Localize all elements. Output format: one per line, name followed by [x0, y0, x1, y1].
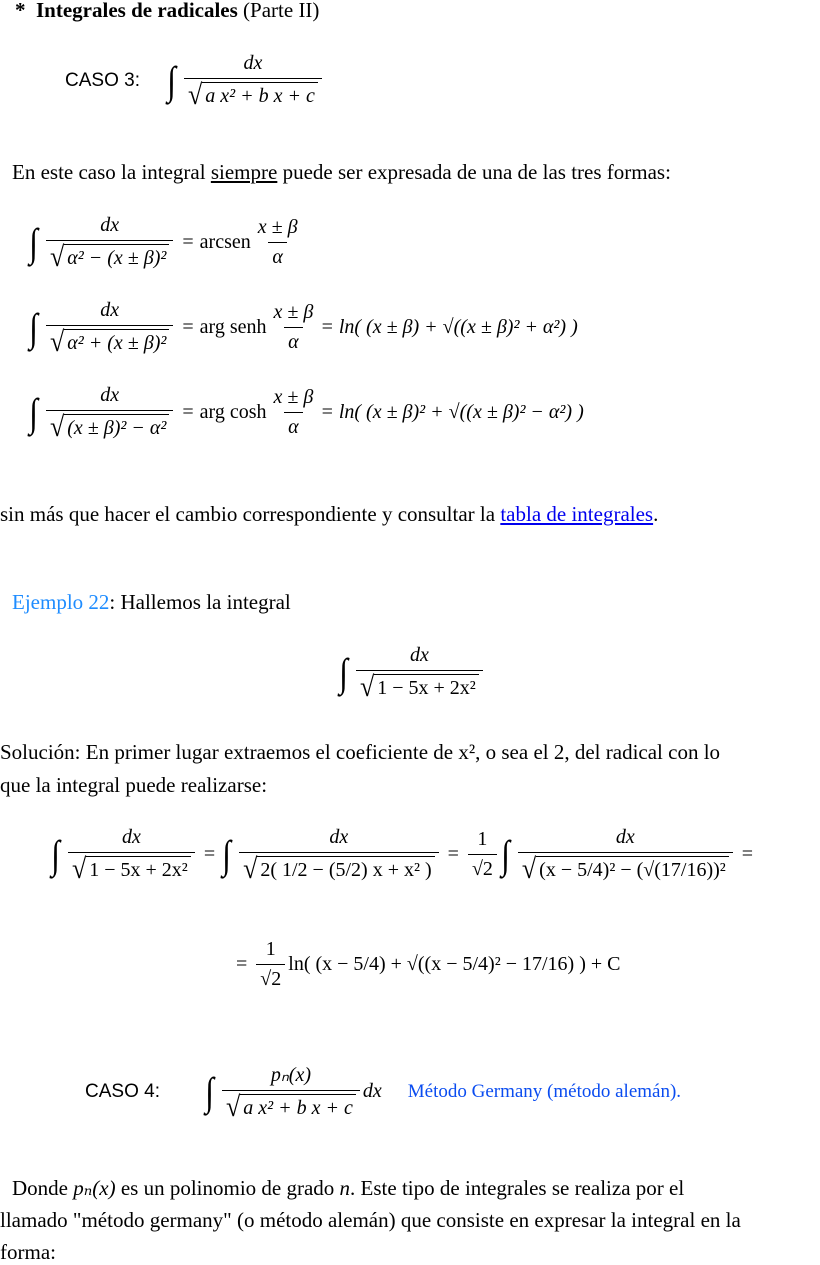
integral-icon: ∫: [29, 389, 38, 435]
numerator: dx: [329, 826, 349, 848]
denominator: √2: [256, 964, 285, 991]
numerator: x ± β: [273, 386, 314, 408]
denominator: α: [284, 327, 303, 354]
radicand: a x² + b x + c: [240, 1094, 356, 1120]
example-text: : Hallemos la integral: [109, 590, 291, 614]
example-heading: [12, 590, 291, 615]
intro-paragraph: [12, 160, 671, 185]
integral-icon: ∫: [29, 219, 38, 265]
integral-icon: ∫: [501, 831, 510, 877]
after-paragraph: [0, 502, 658, 527]
caso3-formula: CASO 3: ∫ dx √ a x² + b x + c: [65, 52, 325, 109]
function-name: arg cosh: [199, 401, 267, 423]
integral-icon: ∫: [222, 831, 231, 877]
numerator: dx: [121, 826, 141, 848]
numerator: dx: [615, 826, 635, 848]
radicand: 1 − 5x + 2x²: [374, 674, 479, 700]
intro-underlined: siempre: [210, 160, 278, 184]
denominator: α: [268, 242, 287, 269]
derivation-line-2: [230, 938, 620, 991]
polynomial: pₙ(x): [73, 1176, 116, 1200]
right-hand-side: = ln( (x ± β) + √((x ± β)² + α²) ): [320, 316, 578, 338]
numerator: dx: [243, 52, 263, 74]
bullet: *: [15, 0, 26, 22]
numerator: dx: [409, 644, 429, 666]
section-title: [15, 0, 319, 23]
equals: =: [182, 401, 194, 423]
equals: =: [236, 953, 248, 975]
equals: =: [447, 843, 459, 865]
numerator: 1: [265, 938, 276, 960]
numerator: dx: [100, 299, 120, 321]
integral-icon: ∫: [339, 649, 348, 695]
equals: =: [203, 843, 216, 865]
formula-argsenh: ∫ dx √ α² + (x ± β)² = arg senh $\frac{x \pm \beta}{\alpha}$ = ln( (x ± β) + √((x ± β)² + α²) ): [29, 299, 578, 358]
example-integral: ∫ dx √ 1 − 5x + 2x²: [338, 644, 486, 701]
formula-argcosh: ∫ dx √ (x ± β)² − α² = arg cosh $\frac{x \pm \beta}{\alpha}$ = ln( (x ± β)² + √((x ± β)² − α²) ): [29, 384, 584, 443]
equals: =: [182, 231, 194, 253]
integral-icon: ∫: [167, 57, 176, 103]
numerator: x ± β: [273, 301, 314, 323]
integral-table-link[interactable]: tabla de integrales: [500, 502, 654, 526]
numerator: 1: [477, 828, 488, 850]
title-bold: Integrales de radicales: [36, 0, 238, 22]
numerator: pₙ(x): [270, 1064, 311, 1086]
function-name: arcsen: [199, 231, 251, 253]
integral-icon: ∫: [51, 831, 60, 877]
after-text: sin más que hacer el cambio correspondiente y consultar la: [0, 502, 496, 526]
donde-line-2: llamado "método germany" (o método alemán) que consiste en expresar la integral en la: [0, 1208, 741, 1232]
caso4-formula: CASO 4: ∫ pₙ(x) √ a x² + b x + c dx Método Germany (método alemán).: [85, 1064, 682, 1123]
degree: n: [339, 1176, 351, 1200]
radicand: (x − 5/4)² − (√(17/16))²: [536, 856, 729, 882]
radicand: 1 − 5x + 2x²: [86, 856, 191, 882]
numerator: x ± β: [257, 216, 298, 238]
integral-icon: ∫: [205, 1068, 214, 1114]
donde-line-3: forma:: [0, 1240, 56, 1264]
numerator: dx: [100, 214, 120, 236]
caso3-label: CASO 3:: [65, 69, 140, 91]
solution-line-1: Solución: En primer lugar extraemos el coeficiente de x², o sea el 2, del radical con lo: [0, 740, 721, 764]
example-label: Ejemplo 22: [12, 590, 110, 614]
function-name: arg senh: [199, 316, 267, 338]
period: .: [653, 502, 659, 526]
title-rest: (Parte II): [243, 0, 320, 22]
radicand: α² − (x ± β)²: [64, 244, 169, 270]
text: . Este tipo de integrales se realiza por el: [350, 1176, 685, 1200]
derivation-line-1: ∫ dx √ 1 − 5x + 2x² = ∫ dx √ 2( 1/2 − (5/2) x + x² ) = $\frac{1}{√2}$ ∫ dx √ (x − 5/4)² − (√(17/16))² =: [51, 826, 754, 885]
intro-text-end: puede ser expresada de una de las tres formas:: [282, 160, 671, 184]
radicand: (x ± β)² − α²: [64, 414, 169, 440]
caso4-label: CASO 4:: [85, 1080, 160, 1102]
formula-arcsen: ∫ dx √ α² − (x ± β)² = arcsen $\frac{x \pm \beta}{\alpha}$: [28, 214, 305, 271]
intro-text: En este caso la integral: [12, 160, 206, 184]
method-name: Método Germany (método alemán).: [407, 1080, 682, 1102]
numerator: dx: [100, 384, 120, 406]
right-hand-side: = ln( (x ± β)² + √((x ± β)² − α²) ): [320, 401, 584, 423]
donde-line-1: [12, 1176, 684, 1201]
equals: =: [182, 316, 194, 338]
result-expression: ln( (x − 5/4) + √((x − 5/4)² − 17/16) ) + C: [288, 953, 621, 975]
denominator: α: [284, 412, 303, 439]
equals: =: [741, 843, 754, 865]
radicand: a x² + b x + c: [202, 82, 318, 108]
text: es un polinomio de grado: [120, 1176, 335, 1200]
solution-line-2: que la integral puede realizarse:: [0, 773, 268, 797]
integral-icon: ∫: [29, 304, 38, 350]
radicand: α² + (x ± β)²: [64, 329, 169, 355]
text: Donde: [12, 1176, 68, 1200]
differential: dx: [362, 1080, 382, 1102]
denominator: √2: [468, 854, 497, 881]
radicand: 2( 1/2 − (5/2) x + x² ): [257, 856, 434, 882]
